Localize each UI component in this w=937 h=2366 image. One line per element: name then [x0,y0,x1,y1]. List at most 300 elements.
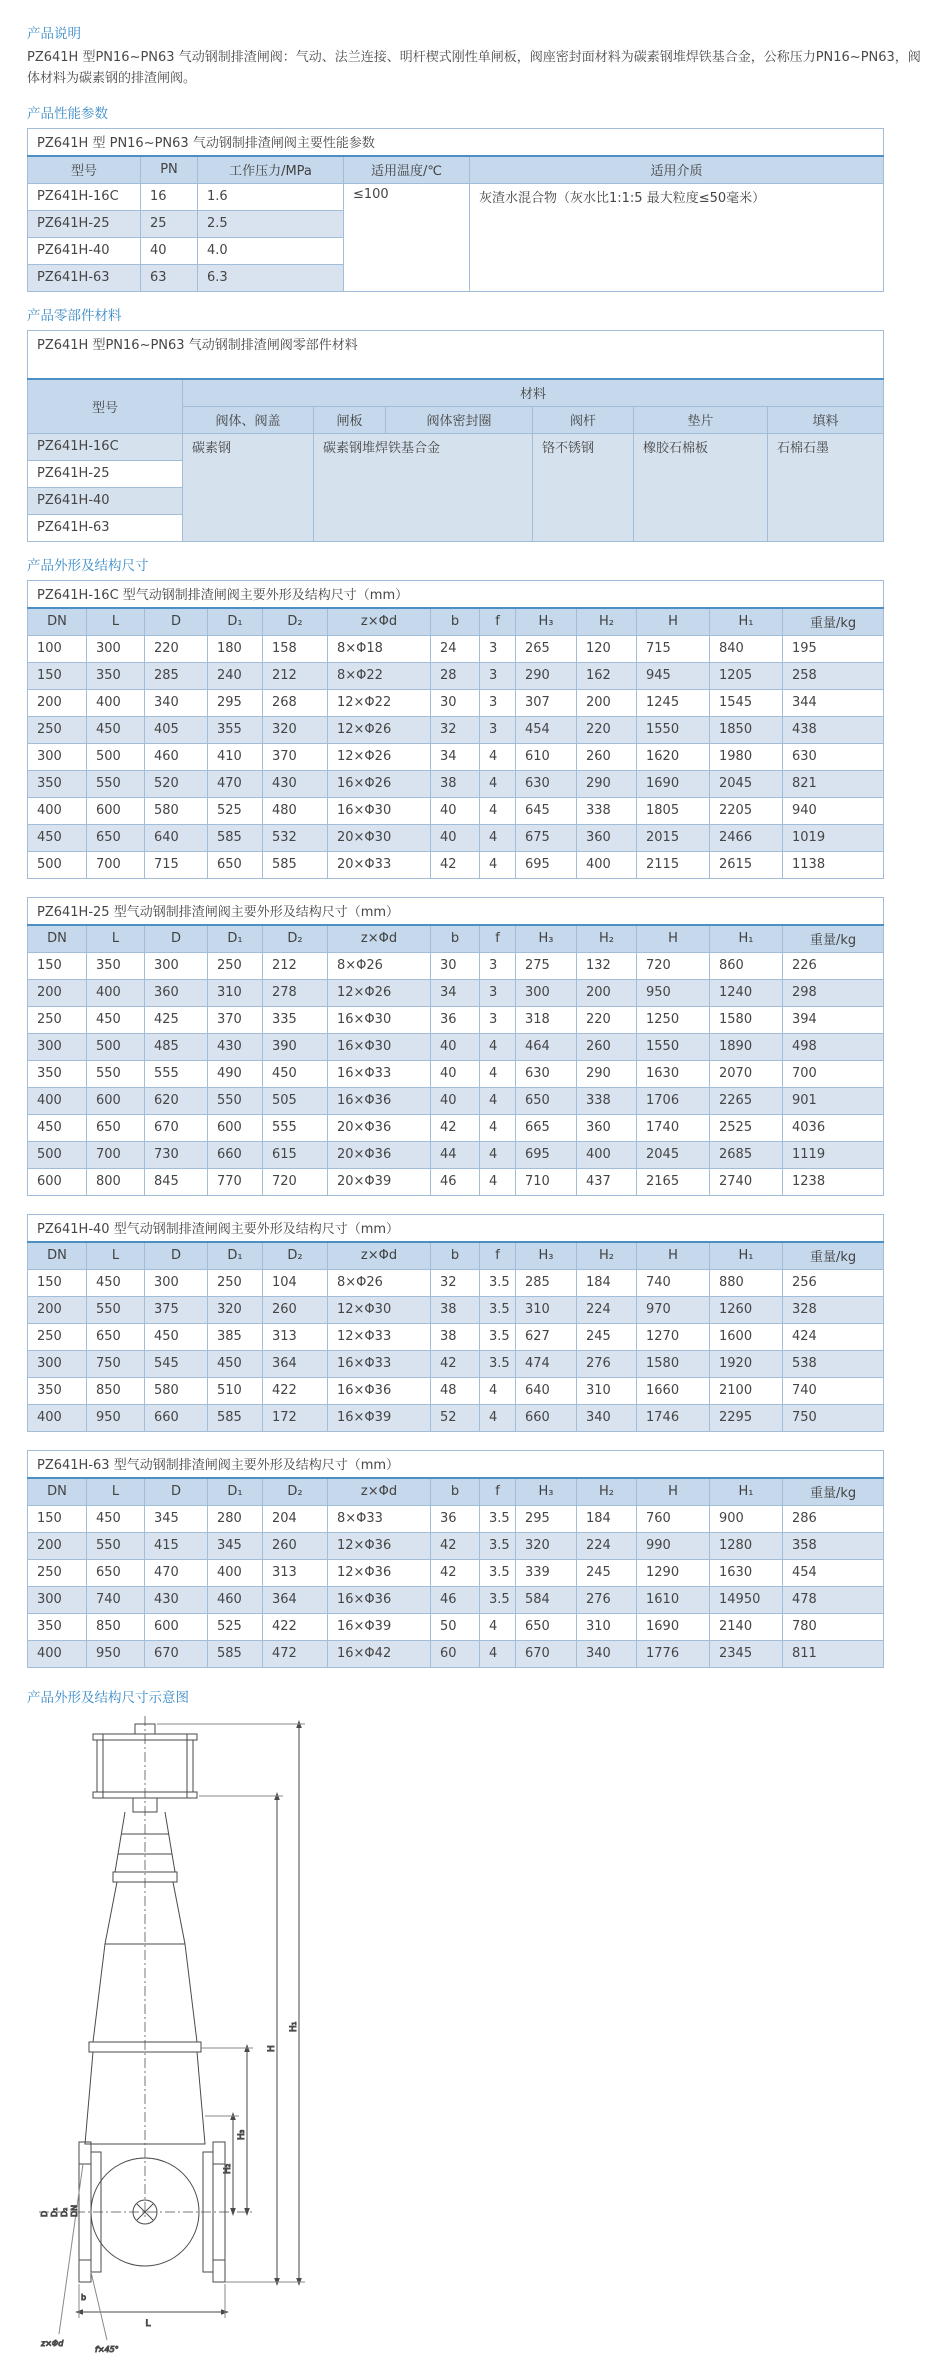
data-cell: 620 [145,1087,208,1114]
data-cell: 12×Φ30 [328,1296,431,1323]
data-cell: 550 [208,1087,263,1114]
data-cell: 1245 [637,689,710,716]
data-cell: 200 [28,1532,87,1559]
data-cell: 150 [28,1505,87,1532]
column-header: 重量/kg [783,1242,884,1270]
data-cell: 450 [28,824,87,851]
column-header: DN [28,608,87,636]
data-cell: 640 [516,1377,577,1404]
data-cell: 3.5 [480,1559,516,1586]
data-cell: 4 [480,1168,516,1195]
data-cell: 358 [783,1532,884,1559]
data-cell: 16×Φ33 [328,1350,431,1377]
column-header: D₁ [208,608,263,636]
data-cell: 375 [145,1296,208,1323]
table-row [28,770,884,797]
data-cell: 650 [516,1087,577,1114]
data-cell: 1545 [710,689,783,716]
data-cell: 104 [263,1269,328,1296]
table-caption: PZ641H-40 型气动钢制排渣闸阀主要外形及结构尺寸（mm） [28,1214,884,1242]
data-cell: 350 [28,770,87,797]
column-header: z×Φd [328,925,431,953]
data-cell: 430 [145,1586,208,1613]
column-header: L [87,1478,145,1506]
data-cell: 1805 [637,797,710,824]
table-row [28,716,884,743]
table-row [28,824,884,851]
column-header: D [145,1242,208,1270]
data-cell: 46 [431,1586,480,1613]
data-cell: 4 [480,1060,516,1087]
dim-label-zxd: z×Φd [41,2338,64,2348]
data-cell: 132 [577,952,637,979]
data-cell: 344 [783,689,884,716]
column-header: 重量/kg [783,1478,884,1506]
data-cell: 42 [431,1559,480,1586]
data-cell: 450 [145,1323,208,1350]
column-header: 重量/kg [783,925,884,953]
column-header: H₁ [710,1478,783,1506]
data-cell: 34 [431,979,480,1006]
data-cell: PZ641H-16C [28,183,141,210]
model-cell: PZ641H-25 [28,460,183,487]
data-cell: 1019 [783,824,884,851]
data-cell: 454 [516,716,577,743]
data-cell: 3 [480,979,516,1006]
data-cell: 900 [710,1505,783,1532]
data-cell: 660 [145,1404,208,1431]
column-header: f [480,1242,516,1270]
data-cell: 585 [208,824,263,851]
table-row [28,1350,884,1377]
table-caption-row [28,128,884,156]
data-cell: 500 [28,851,87,878]
data-cell: 28 [431,662,480,689]
data-cell: 360 [145,979,208,1006]
data-cell: 310 [577,1377,637,1404]
data-cell: 438 [783,716,884,743]
data-cell: 276 [577,1586,637,1613]
data-cell: 300 [28,1350,87,1377]
data-cell: 12×Φ33 [328,1323,431,1350]
data-cell: 38 [431,1323,480,1350]
data-cell: 400 [87,689,145,716]
data-cell: 695 [516,1141,577,1168]
data-cell: 335 [263,1006,328,1033]
dim-label-d2: D₂ [60,2207,69,2217]
data-cell: 4 [480,1640,516,1667]
data-cell: 500 [87,743,145,770]
data-cell: 500 [87,1033,145,1060]
data-cell: 300 [28,743,87,770]
data-cell: 320 [516,1532,577,1559]
data-cell: 460 [145,743,208,770]
column-header: 型号 [28,156,141,184]
data-cell: 318 [516,1006,577,1033]
data-cell: 300 [145,1269,208,1296]
data-cell: 770 [208,1168,263,1195]
data-cell: 498 [783,1033,884,1060]
data-cell: 42 [431,1532,480,1559]
valve-outline-drawing [33,1712,937,2366]
data-cell: 300 [145,952,208,979]
data-cell: 1980 [710,743,783,770]
table-row [28,1269,884,1296]
data-cell: 24 [431,635,480,662]
column-header: H₂ [577,1242,637,1270]
data-cell: 3.5 [480,1532,516,1559]
data-cell: 350 [28,1060,87,1087]
data-cell: 2615 [710,851,783,878]
data-cell: 520 [145,770,208,797]
data-cell: PZ641H-25 [28,210,141,237]
data-cell: 470 [208,770,263,797]
data-cell: 627 [516,1323,577,1350]
data-cell: 12×Φ36 [328,1532,431,1559]
data-cell: 16×Φ39 [328,1613,431,1640]
data-cell: 1280 [710,1532,783,1559]
data-cell: 307 [516,689,577,716]
data-cell: 350 [28,1613,87,1640]
data-cell: 2015 [637,824,710,851]
data-cell: 650 [87,1559,145,1586]
data-cell: 2205 [710,797,783,824]
data-cell: 12×Φ36 [328,1559,431,1586]
data-cell: 450 [87,1505,145,1532]
data-cell: 450 [263,1060,328,1087]
data-cell: 480 [263,797,328,824]
data-cell: 472 [263,1640,328,1667]
data-cell: 40 [431,797,480,824]
data-cell: 30 [431,689,480,716]
data-cell: 1.6 [198,183,344,210]
data-cell: 158 [263,635,328,662]
data-cell: 3 [480,952,516,979]
data-cell: 120 [577,635,637,662]
data-cell: 16×Φ42 [328,1640,431,1667]
data-cell: 750 [87,1350,145,1377]
data-cell: 585 [208,1404,263,1431]
data-cell: 220 [577,1006,637,1033]
materials-table [27,330,884,542]
dim-label-l: L [145,2318,151,2329]
data-cell: 212 [263,662,328,689]
data-cell: 550 [87,1060,145,1087]
data-cell: 150 [28,952,87,979]
data-cell: 1250 [637,1006,710,1033]
data-cell: 500 [28,1141,87,1168]
data-cell: 600 [87,797,145,824]
section-heading-diagram: 产品外形及结构尺寸示意图 [27,1689,189,1706]
table-row [28,1323,884,1350]
table-row [28,743,884,770]
data-cell: 100 [28,635,87,662]
table-caption: PZ641H-16C 型气动钢制排渣闸阀主要外形及结构尺寸（mm） [28,580,884,608]
data-cell: 40 [431,1087,480,1114]
data-cell: 16×Φ30 [328,1033,431,1060]
data-cell: 298 [783,979,884,1006]
data-cell: 245 [577,1559,637,1586]
data-cell: 430 [208,1033,263,1060]
data-cell: 2265 [710,1087,783,1114]
data-cell: 400 [28,1404,87,1431]
column-header: b [431,1242,480,1270]
data-cell: 276 [577,1350,637,1377]
data-cell: 338 [577,797,637,824]
data-cell: 42 [431,851,480,878]
data-cell: 1746 [637,1404,710,1431]
column-header: H [637,608,710,636]
data-cell: 695 [516,851,577,878]
data-cell: 730 [145,1141,208,1168]
column-header: H₁ [710,1242,783,1270]
data-cell: 328 [783,1296,884,1323]
data-cell: 42 [431,1350,480,1377]
data-cell: 1690 [637,770,710,797]
table-row [28,1141,884,1168]
data-cell: 585 [263,851,328,878]
data-cell: 350 [87,662,145,689]
table-row [28,662,884,689]
data-cell: 40 [431,824,480,851]
table-row [28,979,884,1006]
data-cell: 474 [516,1350,577,1377]
data-cell: 285 [516,1269,577,1296]
data-cell: 505 [263,1087,328,1114]
data-cell: 310 [516,1296,577,1323]
data-cell: 4036 [783,1114,884,1141]
dimension-table [27,1214,884,1432]
data-cell: 660 [208,1141,263,1168]
data-cell: 220 [145,635,208,662]
column-header: D₁ [208,1478,263,1506]
data-cell: 339 [516,1559,577,1586]
column-header: 工作压力/MPa [198,156,344,184]
data-cell: 16 [141,183,198,210]
data-cell: 2740 [710,1168,783,1195]
data-cell: 4 [480,1404,516,1431]
data-cell: 38 [431,770,480,797]
data-cell: 48 [431,1377,480,1404]
data-cell: 40 [141,237,198,264]
data-cell: 313 [263,1559,328,1586]
data-cell: 425 [145,1006,208,1033]
data-cell: 1620 [637,743,710,770]
data-cell: 1920 [710,1350,783,1377]
data-cell: 422 [263,1377,328,1404]
data-cell: 532 [263,824,328,851]
data-cell: 450 [28,1114,87,1141]
dim-label-dn: DN [70,2204,79,2217]
column-header: D₁ [208,1242,263,1270]
data-cell: 345 [208,1532,263,1559]
data-cell: 16×Φ36 [328,1586,431,1613]
column-header: 阀杆 [533,406,634,433]
data-cell: 860 [710,952,783,979]
column-header: H [637,925,710,953]
dimension-table [27,897,884,1196]
data-cell: 670 [145,1640,208,1667]
table-row [28,1114,884,1141]
data-cell: 3.5 [480,1586,516,1613]
column-header: f [480,608,516,636]
data-cell: 550 [87,1532,145,1559]
column-header: H₃ [516,925,577,953]
dim-label-h2: H₂ [223,2163,233,2174]
data-cell: 1290 [637,1559,710,1586]
data-cell: 360 [577,824,637,851]
data-cell: 286 [783,1505,884,1532]
table-row [28,851,884,878]
data-cell: 555 [145,1060,208,1087]
data-cell: 260 [577,1033,637,1060]
data-cell: 290 [577,770,637,797]
data-cell: 715 [145,851,208,878]
data-cell: 200 [28,1296,87,1323]
table-row [28,1532,884,1559]
data-cell: 250 [208,952,263,979]
data-cell: 650 [87,1323,145,1350]
data-cell: 670 [516,1640,577,1667]
data-cell: 340 [577,1640,637,1667]
data-cell: 2070 [710,1060,783,1087]
data-cell: 258 [783,662,884,689]
data-cell: 740 [783,1377,884,1404]
table-row [28,1613,884,1640]
column-header: b [431,1478,480,1506]
table-row [28,635,884,662]
data-cell: 2115 [637,851,710,878]
section-heading-dimensions: 产品外形及结构尺寸 [27,557,149,574]
data-cell: 36 [431,1006,480,1033]
table-row [28,1586,884,1613]
data-cell: 400 [28,1087,87,1114]
data-cell: 485 [145,1033,208,1060]
material-cell-gate-seat: 碳素钢堆焊铁基合金 [314,433,533,541]
column-header: D [145,925,208,953]
table-caption-row [28,1214,884,1242]
data-cell: 850 [87,1377,145,1404]
table-row [28,1168,884,1195]
data-cell: 20×Φ39 [328,1168,431,1195]
data-cell: 390 [263,1033,328,1060]
data-cell: 8×Φ18 [328,635,431,662]
data-cell: 840 [710,635,783,662]
data-cell: 2045 [637,1141,710,1168]
data-cell: 580 [145,797,208,824]
table-row [28,952,884,979]
data-cell: 310 [208,979,263,1006]
column-header: D₂ [263,1478,328,1506]
column-header: 阀体、阀盖 [183,406,314,433]
data-cell: 750 [783,1404,884,1431]
data-cell: 610 [516,743,577,770]
table-caption: PZ641H-63 型气动钢制排渣闸阀主要外形及结构尺寸（mm） [28,1450,884,1478]
data-cell: 1740 [637,1114,710,1141]
data-cell: 490 [208,1060,263,1087]
data-cell: 665 [516,1114,577,1141]
data-cell: 1270 [637,1323,710,1350]
data-cell: 470 [145,1559,208,1586]
data-cell: 350 [28,1377,87,1404]
data-cell: 370 [263,743,328,770]
column-header: 阀体密封圈 [386,406,533,433]
data-cell: 400 [87,979,145,1006]
data-cell: 450 [87,1269,145,1296]
data-cell: 32 [431,1269,480,1296]
column-header: z×Φd [328,1242,431,1270]
data-cell: 278 [263,979,328,1006]
column-header: f [480,1478,516,1506]
data-cell: 385 [208,1323,263,1350]
data-cell: 16×Φ36 [328,1377,431,1404]
data-cell: 1580 [637,1350,710,1377]
data-cell: 16×Φ39 [328,1404,431,1431]
data-cell: 2295 [710,1404,783,1431]
data-cell: 2.5 [198,210,344,237]
data-cell: 600 [145,1613,208,1640]
data-cell: 20×Φ36 [328,1114,431,1141]
column-header: H₂ [577,1478,637,1506]
data-cell: 300 [87,635,145,662]
data-cell: 256 [783,1269,884,1296]
data-cell: 280 [208,1505,263,1532]
data-cell: 615 [263,1141,328,1168]
data-cell: 525 [208,1613,263,1640]
data-cell: 3 [480,689,516,716]
data-cell: 1580 [710,1006,783,1033]
data-cell: 464 [516,1033,577,1060]
table-row [28,1377,884,1404]
data-cell: 4 [480,1087,516,1114]
table-caption: PZ641H 型 PN16~PN63 气动钢制排渣闸阀主要性能参数 [28,128,884,156]
data-cell: 290 [516,662,577,689]
header-row [28,1242,884,1270]
data-cell: 580 [145,1377,208,1404]
data-cell: 1238 [783,1168,884,1195]
data-cell: 3 [480,662,516,689]
table-caption-row [28,897,884,925]
data-cell: 340 [577,1404,637,1431]
table-caption: PZ641H-25 型气动钢制排渣闸阀主要外形及结构尺寸（mm） [28,897,884,925]
section-heading-materials: 产品零部件材料 [27,307,122,324]
data-cell: 295 [208,689,263,716]
column-header: H₃ [516,1478,577,1506]
data-cell: 400 [577,851,637,878]
table-row [28,689,884,716]
data-cell: 364 [263,1586,328,1613]
data-cell: 950 [87,1640,145,1667]
data-cell: 260 [263,1532,328,1559]
column-header: H₂ [577,925,637,953]
data-cell: 2466 [710,824,783,851]
data-cell: 3 [480,1006,516,1033]
data-cell: 150 [28,1269,87,1296]
data-cell: 720 [637,952,710,979]
data-cell: 3.5 [480,1505,516,1532]
table-caption-row [28,580,884,608]
data-cell: 1138 [783,851,884,878]
data-cell: 150 [28,662,87,689]
data-cell: 46 [431,1168,480,1195]
data-cell: 645 [516,797,577,824]
table-row [28,1404,884,1431]
header-row [28,379,884,407]
data-cell: 300 [28,1033,87,1060]
data-cell: 338 [577,1087,637,1114]
data-cell: 42 [431,1114,480,1141]
data-cell: 1630 [637,1060,710,1087]
